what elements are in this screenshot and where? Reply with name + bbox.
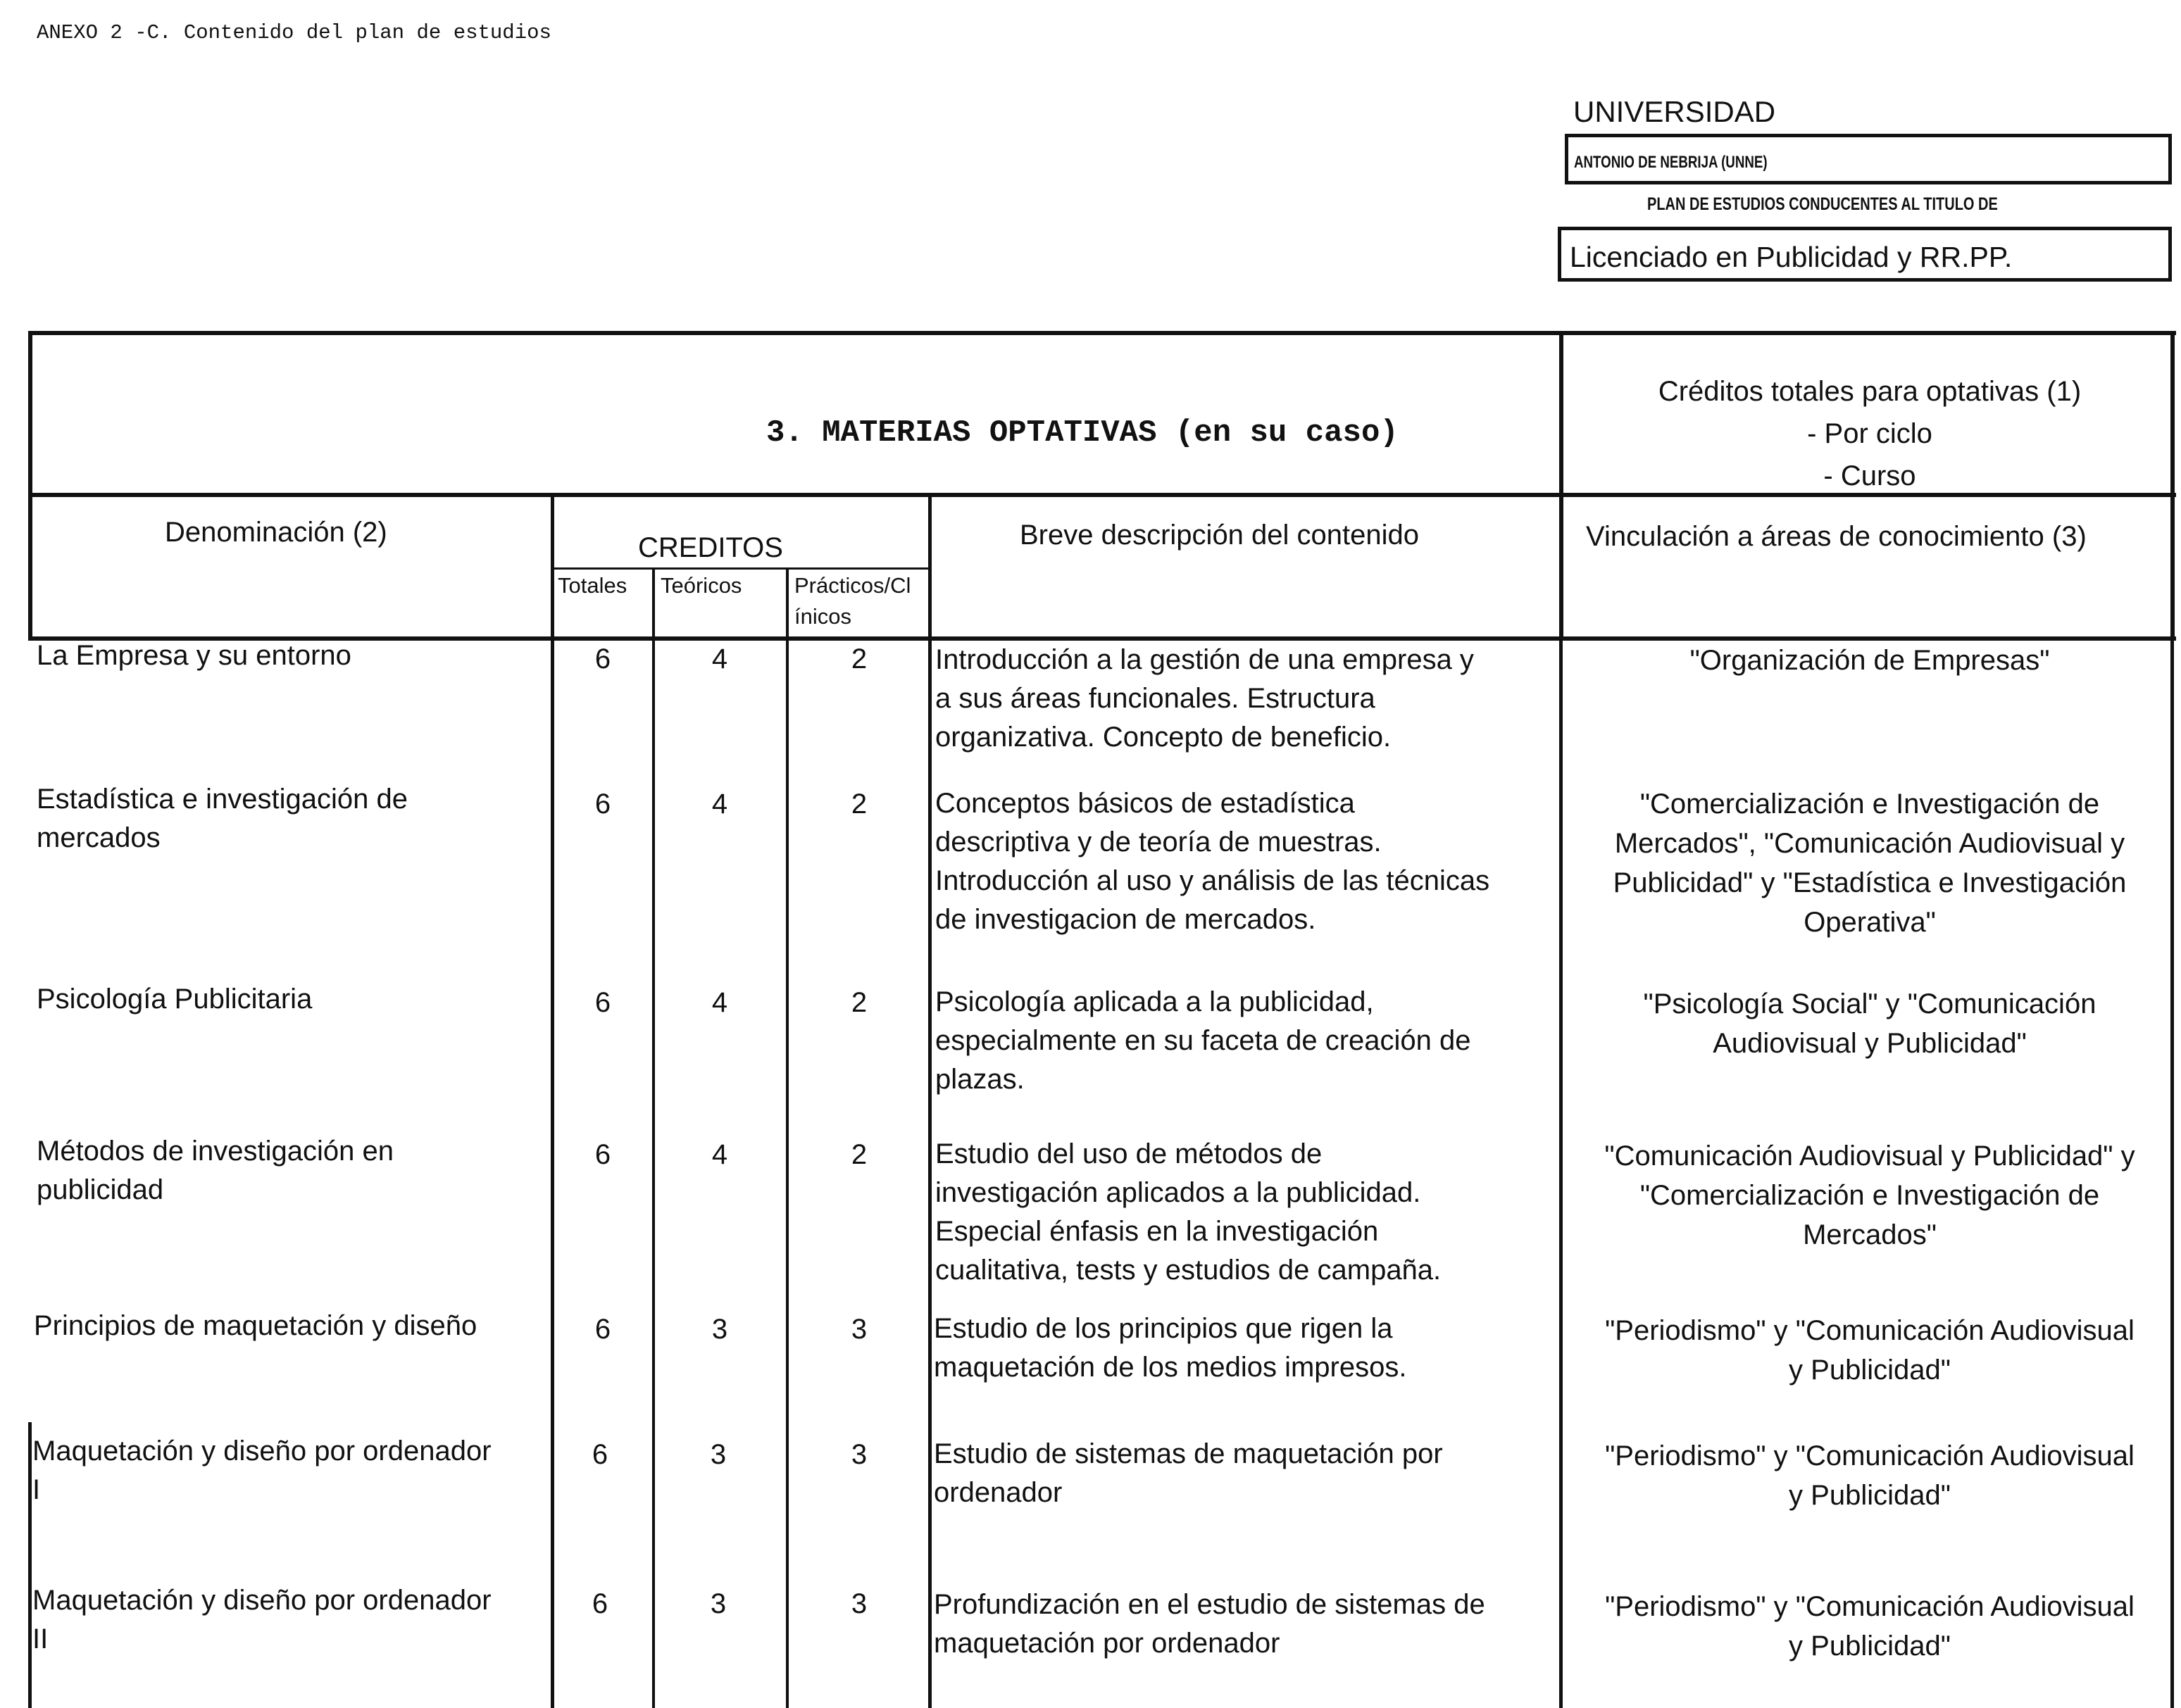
row-practicos: 2 [851,987,868,1018]
header-creditos: CREDITOS [638,532,783,563]
row-name-line: Maquetación y diseño por ordenador [32,1585,492,1616]
row-area-line: "Comercialización e Investigación de [1639,1180,2100,1211]
row-description-line: especialmente en su faceta de creación de [935,1025,1471,1056]
table-title: 3. MATERIAS OPTATIVAS (en su caso) [766,415,1399,451]
row-name-line: publicidad [37,1174,164,1205]
row-description [934,1585,1485,1663]
row-area-line: y Publicidad" [1789,1480,1951,1511]
row-teoricos: 4 [711,789,728,820]
row-area-line: "Periodismo" y "Comunicación Audiovisual [1605,1440,2135,1471]
row-name-line: Estadística e investigación de [37,784,408,815]
row-description-line: Estudio de sistemas de maquetación por [934,1438,1443,1469]
row-description-line: maquetación de los medios impresos. [934,1352,1407,1383]
title-separator [1559,331,1563,641]
row-practicos: 3 [851,1314,868,1345]
row-description [935,784,1489,939]
row-areas [1565,1311,2175,1390]
row-totales: 6 [592,1588,608,1619]
row-area-line: y Publicidad" [1789,1355,1951,1386]
header-denominacion: Denominación (2) [165,517,387,548]
degree-name: Licenciado en Publicidad y RR.PP. [1570,241,2013,273]
row-area-line: "Psicología Social" y "Comunicación [1643,988,2096,1019]
col-line-denominacion [551,493,554,1708]
row-name [37,980,312,1019]
creditos-sub-line [551,567,931,570]
row-practicos: 2 [851,643,868,674]
row-teoricos: 4 [711,1139,728,1170]
col-line-totales [652,567,655,1708]
row-description-line: Profundización en el estudio de sistemas de [934,1589,1485,1620]
row-teoricos: 3 [710,1439,727,1470]
row-name [37,1132,394,1210]
row-teoricos: 3 [711,1314,728,1345]
header-practicos-line2: ínicos [794,604,851,629]
row-description [934,1310,1406,1387]
row-practicos: 3 [851,1588,868,1619]
row-name [34,1307,477,1345]
row-totales: 6 [594,1139,611,1170]
table-top-border [28,331,2176,335]
row-description [935,983,1471,1099]
row-areas [1565,784,2175,942]
row-name-line: mercados [37,822,161,853]
header-totales: Totales [558,573,627,598]
row-name-line: Métodos de investigación en [37,1136,394,1167]
col-line-descripcion [1559,636,1563,1708]
row-description-line: Introducción al uso y análisis de las técnicas [935,865,1490,896]
row-totales: 6 [594,1314,611,1345]
total-credits-block [1565,370,2175,497]
row-description-line: de investigacion de mercados. [935,904,1316,935]
row-description-line: ordenador [934,1477,1063,1508]
row-teoricos: 4 [711,643,728,674]
col-line-practicos [928,493,932,1708]
header-teoricos: Teóricos [661,573,742,598]
row-area-line: Operativa" [1804,907,1936,938]
row-area-line: Mercados", "Comunicación Audiovisual y [1614,828,2125,859]
university-name-box [1565,134,2172,184]
total-credits-line2: - Por ciclo [1807,418,1932,449]
row-area-line: Publicidad" y "Estadística e Investigación [1613,867,2127,898]
university-label: UNIVERSIDAD [1573,95,1776,128]
row-description-line: Conceptos básicos de estadística [935,788,1355,819]
row-name-line: II [32,1624,49,1654]
row-practicos: 2 [851,789,868,820]
plan-label: PLAN DE ESTUDIOS CONDUCENTES AL TITULO DE [1647,194,1998,214]
row-totales: 6 [592,1439,608,1470]
row-areas [1565,1436,2175,1515]
total-credits-line3: - Curso [1823,460,1916,491]
row-area-line: Mercados" [1803,1219,1937,1250]
table-left-border [28,331,32,641]
row-practicos: 3 [851,1439,868,1470]
row-description-line: Estudio de los principios que rigen la [934,1313,1393,1344]
row-name-line: La Empresa y su entorno [37,640,351,671]
university-name: ANTONIO DE NEBRIJA (UNNE) [1574,153,1768,172]
row-name [37,636,351,675]
row-totales: 6 [594,643,611,674]
row-name-line: Psicología Publicitaria [37,984,313,1015]
row-name [37,780,408,858]
col-line-teoricos [786,567,789,1708]
annex-title: ANEXO 2 -C. Contenido del plan de estudios [37,21,551,44]
row-description-line: organizativa. Concepto de beneficio. [935,722,1392,753]
header-practicos-line1: Prácticos/Cl [794,573,911,598]
row-name-line: Maquetación y diseño por ordenador [32,1436,492,1467]
row-description [935,1135,1441,1290]
row-description-line: Estudio del uso de métodos de [935,1138,1323,1169]
row-area-line: "Organización de Empresas" [1689,645,2050,676]
row-areas [1565,641,2175,680]
row-description-line: Psicología aplicada a la publicidad, [935,986,1374,1017]
row-area-line: Audiovisual y Publicidad" [1713,1028,2027,1059]
row-area-line: y Publicidad" [1789,1631,1951,1662]
degree-box [1558,227,2172,282]
row-description-line: cualitativa, tests y estudios de campaña. [935,1255,1442,1286]
row-description-line: a sus áreas funcionales. Estructura [935,683,1375,714]
row-areas [1565,1587,2175,1666]
total-credits-line1: Créditos totales para optativas (1) [1658,376,2082,407]
row-totales: 6 [594,987,611,1018]
row-description [934,1435,1443,1512]
row-area-line: "Periodismo" y "Comunicación Audiovisual [1605,1591,2135,1622]
row-area-line: "Comunicación Audiovisual y Publicidad" y [1604,1141,2135,1172]
row-practicos: 2 [851,1139,868,1170]
col-line-left-lower [28,1422,32,1708]
row-areas [1565,984,2175,1063]
row-description-line: maquetación por ordenador [934,1628,1280,1659]
row-name [32,1432,492,1509]
row-name-line: Principios de maquetación y diseño [34,1310,477,1341]
row-description-line: Introducción a la gestión de una empresa y [935,644,1474,675]
row-description-line: descriptiva y de teoría de muestras. [935,827,1382,858]
row-description-line: investigación aplicados a la publicidad. [935,1177,1421,1208]
row-description [935,641,1474,757]
row-area-line: "Periodismo" y "Comunicación Audiovisual [1605,1315,2135,1346]
row-name-line: I [32,1474,41,1505]
header-vinculacion: Vinculación a áreas de conocimiento (3) [1586,521,2087,552]
row-area-line: "Comercialización e Investigación de [1639,789,2100,820]
row-areas [1565,1136,2175,1255]
row-description-line: plazas. [935,1064,1025,1095]
row-name [32,1581,492,1659]
row-totales: 6 [594,789,611,820]
row-teoricos: 4 [711,987,728,1018]
row-description-line: Especial énfasis en la investigación [935,1216,1379,1247]
row-teoricos: 3 [710,1588,727,1619]
header-descripcion: Breve descripción del contenido [1020,520,1420,551]
